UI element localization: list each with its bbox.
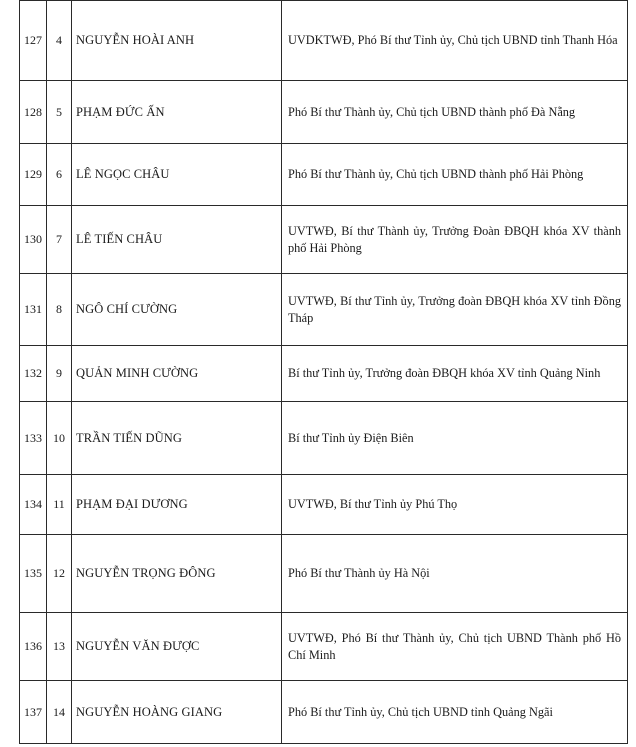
row-number: 129 <box>20 144 47 206</box>
candidate-name: LÊ TIẾN CHÂU <box>72 206 282 274</box>
table-row <box>20 613 628 681</box>
table-row <box>20 1 628 81</box>
row-number: 130 <box>20 206 47 274</box>
table-row <box>20 402 628 475</box>
row-number: 136 <box>20 613 47 681</box>
candidate-position: UVTWĐ, Phó Bí thư Thành ủy, Chủ tịch UBND Thành phố Hồ Chí Minh <box>282 613 628 681</box>
candidate-name: NGUYỄN TRỌNG ĐÔNG <box>72 535 282 613</box>
group-index: 5 <box>47 81 72 144</box>
candidate-position: UVTWĐ, Bí thư Tỉnh ủy Phú Thọ <box>282 475 628 535</box>
candidate-position: UVTWĐ, Bí thư Tỉnh ủy, Trưởng đoàn ĐBQH khóa XV tỉnh Đồng Tháp <box>282 274 628 346</box>
table-row <box>20 535 628 613</box>
candidate-name: NGÔ CHÍ CƯỜNG <box>72 274 282 346</box>
candidate-position: Phó Bí thư Thành ủy, Chủ tịch UBND thành phố Hải Phòng <box>282 144 628 206</box>
table-row <box>20 346 628 402</box>
candidate-name: PHẠM ĐỨC ẤN <box>72 81 282 144</box>
group-index: 4 <box>47 1 72 81</box>
candidate-name: PHẠM ĐẠI DƯƠNG <box>72 475 282 535</box>
table-row <box>20 274 628 346</box>
candidate-name: TRẦN TIẾN DŨNG <box>72 402 282 475</box>
group-index: 14 <box>47 681 72 744</box>
candidate-position: Phó Bí thư Thành ủy, Chủ tịch UBND thành phố Đà Nẵng <box>282 81 628 144</box>
table-row <box>20 144 628 206</box>
row-number: 135 <box>20 535 47 613</box>
row-number: 131 <box>20 274 47 346</box>
group-index: 13 <box>47 613 72 681</box>
group-index: 8 <box>47 274 72 346</box>
row-number: 137 <box>20 681 47 744</box>
candidate-name: NGUYỄN HOÀI ANH <box>72 1 282 81</box>
row-number: 134 <box>20 475 47 535</box>
candidate-position: Phó Bí thư Tỉnh ủy, Chủ tịch UBND tỉnh Quảng Ngãi <box>282 681 628 744</box>
group-index: 9 <box>47 346 72 402</box>
group-index: 12 <box>47 535 72 613</box>
table-row <box>20 475 628 535</box>
candidate-position: Phó Bí thư Thành ủy Hà Nội <box>282 535 628 613</box>
row-number: 132 <box>20 346 47 402</box>
table-row <box>20 681 628 744</box>
table-row <box>20 81 628 144</box>
group-index: 6 <box>47 144 72 206</box>
group-index: 10 <box>47 402 72 475</box>
candidate-table <box>19 0 628 744</box>
candidate-name: NGUYỄN VĂN ĐƯỢC <box>72 613 282 681</box>
candidate-position: UVDKTWĐ, Phó Bí thư Tỉnh ủy, Chủ tịch UBND tỉnh Thanh Hóa <box>282 1 628 81</box>
candidate-position: Bí thư Tỉnh ủy Điện Biên <box>282 402 628 475</box>
table-row <box>20 206 628 274</box>
candidate-name: NGUYỄN HOÀNG GIANG <box>72 681 282 744</box>
group-index: 7 <box>47 206 72 274</box>
row-number: 127 <box>20 1 47 81</box>
group-index: 11 <box>47 475 72 535</box>
row-number: 128 <box>20 81 47 144</box>
candidate-name: QUẢN MINH CƯỜNG <box>72 346 282 402</box>
candidate-position: Bí thư Tỉnh ủy, Trưởng đoàn ĐBQH khóa XV tỉnh Quảng Ninh <box>282 346 628 402</box>
candidate-position: UVTWĐ, Bí thư Thành ủy, Trưởng Đoàn ĐBQH khóa XV thành phố Hải Phòng <box>282 206 628 274</box>
candidate-name: LÊ NGỌC CHÂU <box>72 144 282 206</box>
row-number: 133 <box>20 402 47 475</box>
